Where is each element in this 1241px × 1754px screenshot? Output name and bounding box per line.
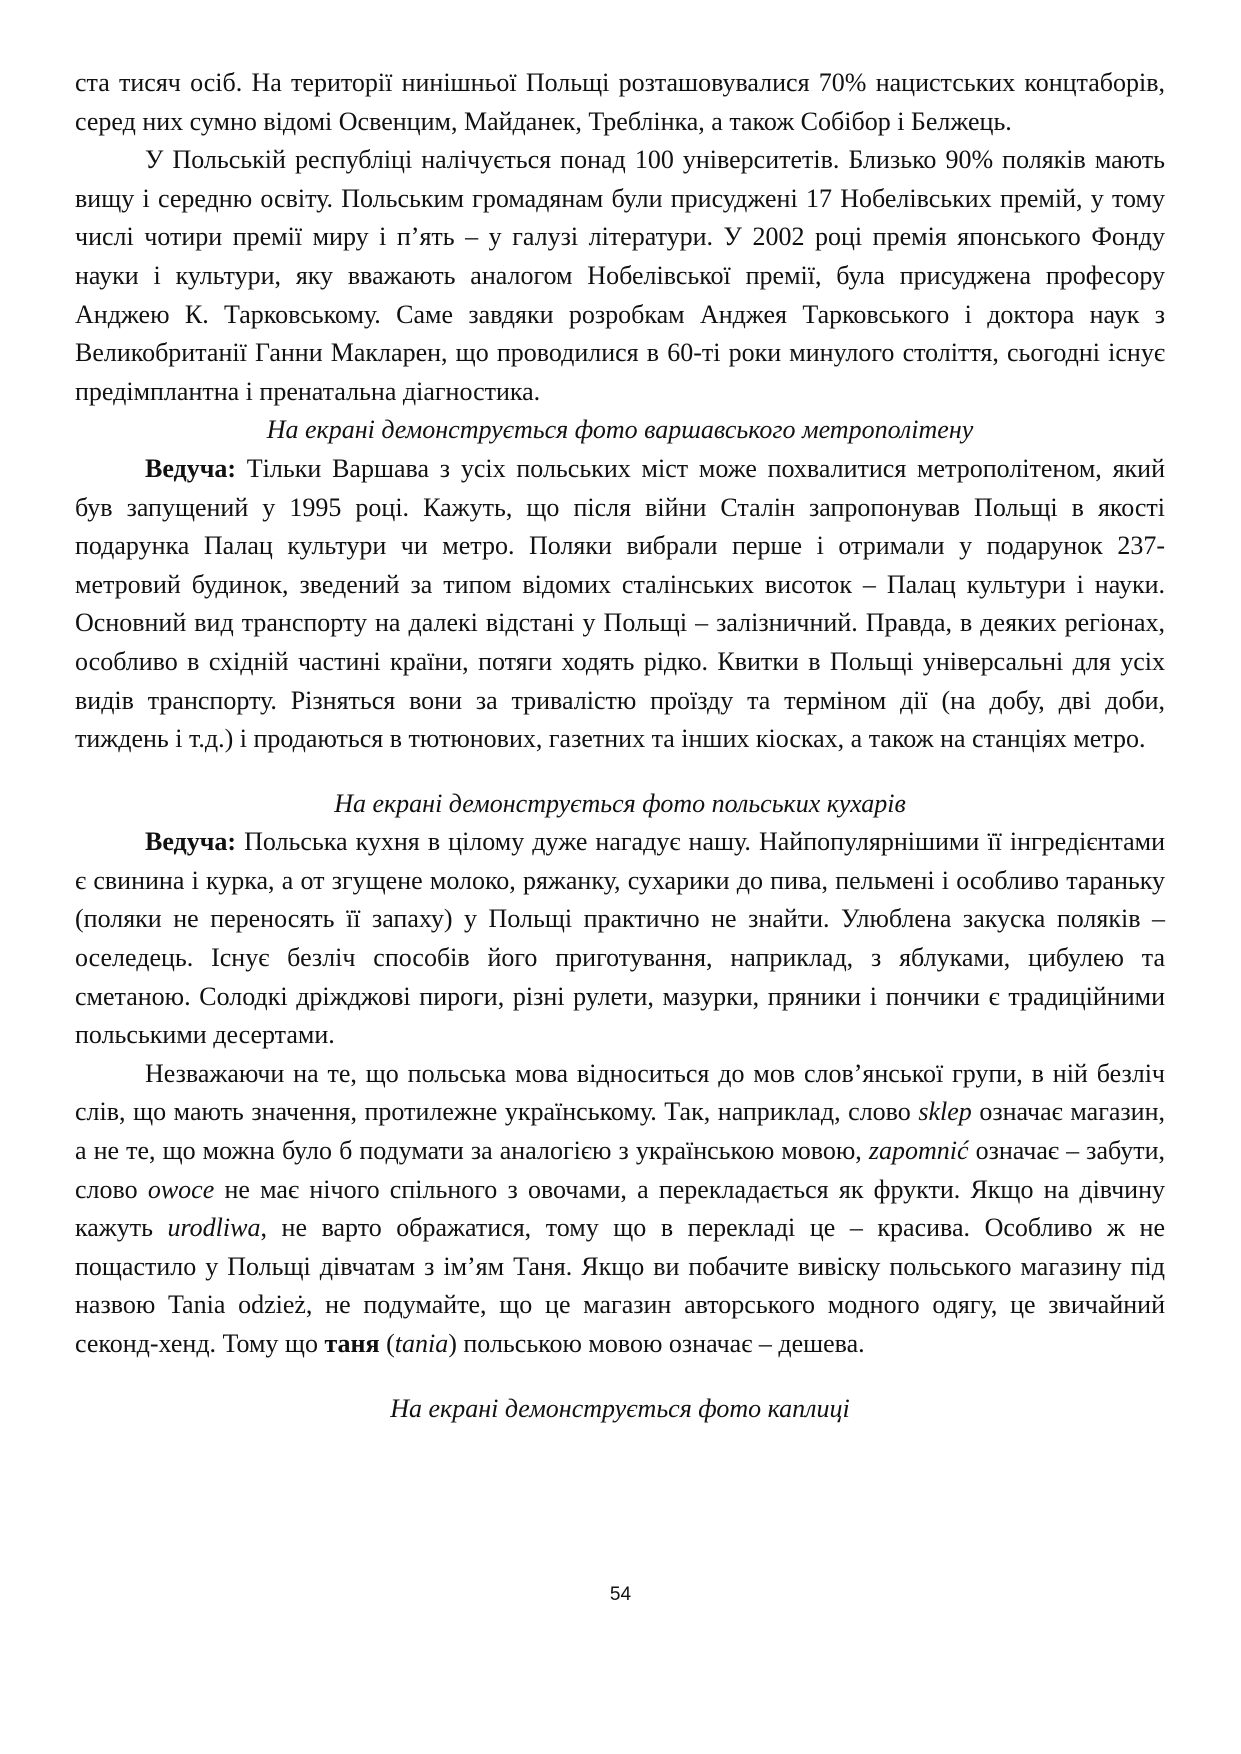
speaker-label: Ведуча: [145, 453, 237, 483]
speaker-label: Ведуча: [145, 827, 237, 857]
polish-word: sklep [918, 1097, 972, 1127]
text-run: ) польською мовою означає – дешева. [448, 1329, 865, 1358]
paragraph-education-nobel: У Польській республіці налічується понад 100 університетів. Близько 90% поляків мають вищу і середню освіту. Польським громадянам були присуджені 17 Нобелівських премій, у тому числі чотири премії миру і п’ять – у галузі літератури. У 2002 році премія японського Фонду науки і культури, яку вважають аналогом Нобелівської премії, була присуджена професору Анджею К. Тарковському. Саме завдяки розробкам Анджея Тарковського і доктора наук з Великобританії Ганни Макларен, що проводилися в 60-ті роки минулого століття, сьогодні існує предімплантна і пренатальна діагностика. [75, 145, 1165, 406]
text-run: Незважаючи на те, що польська мова відноситься до мов слов’янської групи, в ній безліч слів, що мають значення, протилежне українському. Так, наприклад, слово [75, 1058, 1165, 1127]
stage-direction-chapel: На екрані демонструється фото каплиці [390, 1393, 850, 1423]
text-run: означає магазин, а не те, що можна було б подумати за аналогією з українською мовою, [75, 1097, 1165, 1166]
document-body [75, 64, 1165, 1428]
paragraph-text: Тільки Варшава з усіх польських міст може похвалитися метрополітеном, який був запущений у 1995 році. Кажуть, що після війни Сталін запропонував Польщі в якості подарунка Палац культури чи метро. Поляки вибрали перше і отримали у подарунок 237-метровий будинок, зведений за типом відомих сталінських висоток – Палац культури і науки. Основний вид транспорту на далекі відстані у Польщі – залізничний. Правда, в деяких регіонах, особливо в східній частині країни, потяги ходять рідко. Квитки в Польщі універсальні для усіх видів транспорту. Різняться вони за тривалістю проїзду та терміном дії (на добу, дві доби, тиждень і т.д.) і продаються в тютюнових, газетних та інших кіосках, а також на станціях метро. [75, 453, 1165, 754]
polish-word: tania [394, 1329, 449, 1358]
stage-direction-cooks: На екрані демонструється фото польських кухарів [334, 788, 906, 818]
polish-word: owoce [147, 1174, 215, 1204]
bold-word: таня [324, 1329, 380, 1358]
text-run: , не варто ображатися, тому що в перекладі це – красива. Особливо ж не пощастило у Польщі дівчатам з ім’ям Таня. Якщо ви побачите вивіску польського магазину під назвою Tania odzież, не подумайте, що це магазин авторського модного одягу, це звичайний секонд-хенд. Тому що [75, 1213, 1165, 1358]
text-run: ( [379, 1329, 395, 1358]
paragraph-concentration-camps: ста тисяч осіб. На території нинішньої Польщі розташовувалися 70% нацистських концтаборів, серед них сумно відомі Освенцим, Майданек, Треблінка, а також Собібор і Белжець. [75, 68, 1165, 136]
stage-direction-metro: На екрані демонструється фото варшавського метрополітену [266, 415, 974, 445]
paragraph-metro-transport [75, 450, 1165, 759]
text-run: означає – забути, слово [75, 1136, 1165, 1204]
text-run: не має нічого спільного з овочами, а перекладається як фрукти. Якщо на дівчину кажуть [75, 1174, 1165, 1243]
page-number: 54 [609, 1584, 632, 1605]
paragraph-text: Польська кухня в цілому дуже нагадує нашу. Найпопулярнішими її інгредієнтами є свинина і курка, а от згущене молоко, ряжанку, сухарики до пива, пельмені і особливо тараньку (поляки не переносять її запаху) у Польщі практично не знайти. Улюблена закуска поляків – оселедець. Існує безліч способів його приготування, наприклад, з яблуками, цибулею та сметаною. Солодкі дріжджові пироги, різні рулети, мазурки, пряники і пончики є традиційними польськими десертами. [75, 827, 1165, 1050]
paragraph-language [75, 1055, 1165, 1364]
polish-word: zapomnić [868, 1136, 969, 1166]
polish-word: urodliwa [167, 1213, 261, 1243]
paragraph-cuisine [75, 823, 1165, 1055]
